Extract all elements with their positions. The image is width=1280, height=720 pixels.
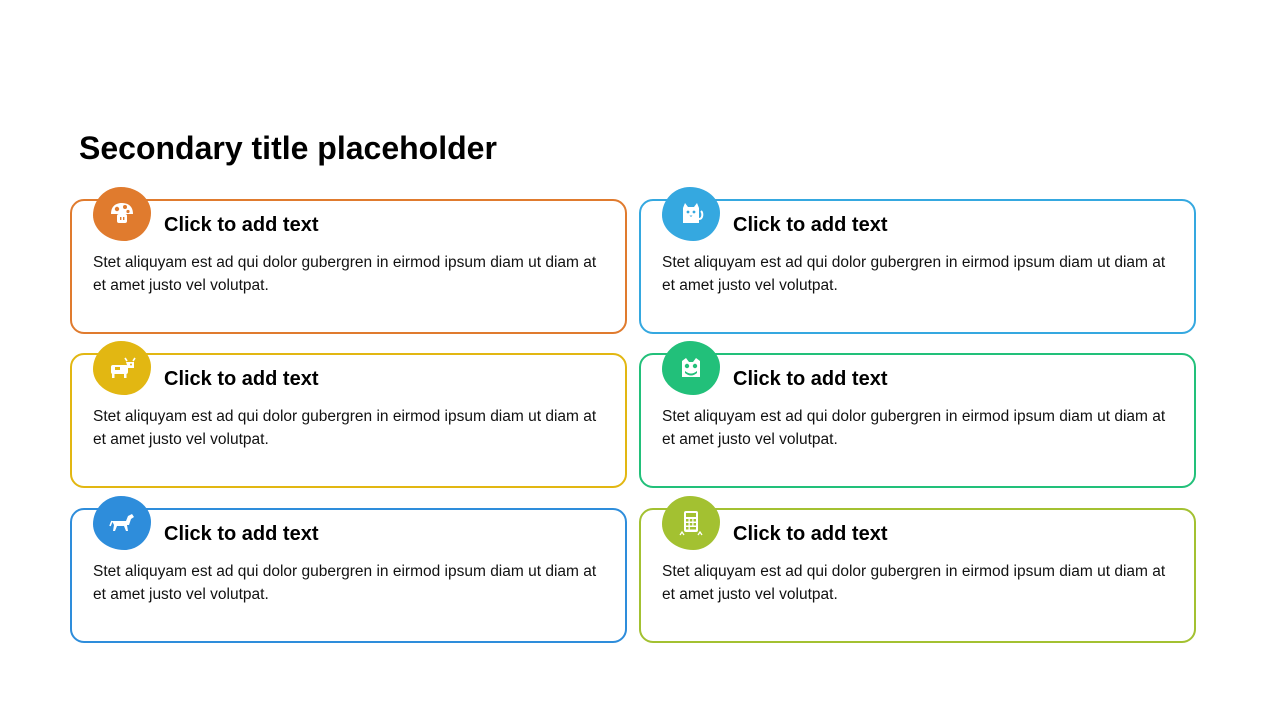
horse-icon — [93, 496, 151, 550]
card-heading[interactable]: Click to add text — [164, 214, 319, 236]
card-body-text[interactable]: Stet aliquyam est ad qui dolor gubergren in eirmod ipsum diam ut diam at et amet justo vel volutpat. — [662, 408, 1166, 448]
calculator-icon — [662, 496, 720, 550]
card-body-text[interactable]: Stet aliquyam est ad qui dolor gubergren in eirmod ipsum diam ut diam at et amet justo vel volutpat. — [93, 408, 597, 448]
cat-icon — [662, 187, 720, 241]
monster-icon — [662, 341, 720, 395]
text-card-4[interactable] — [639, 353, 1196, 488]
mushroom-icon — [93, 187, 151, 241]
text-card-1[interactable] — [70, 199, 627, 334]
text-card-5[interactable] — [70, 508, 627, 643]
card-heading[interactable]: Click to add text — [733, 523, 888, 545]
text-card-2[interactable] — [639, 199, 1196, 334]
text-card-3[interactable] — [70, 353, 627, 488]
text-card-6[interactable] — [639, 508, 1196, 643]
card-heading[interactable]: Click to add text — [733, 214, 888, 236]
card-body-text[interactable]: Stet aliquyam est ad qui dolor gubergren in eirmod ipsum diam ut diam at et amet justo vel volutpat. — [662, 563, 1166, 603]
cow-icon — [93, 341, 151, 395]
card-heading[interactable]: Click to add text — [733, 368, 888, 390]
card-heading[interactable]: Click to add text — [164, 368, 319, 390]
page-title: Secondary title placeholder — [79, 130, 497, 166]
card-body-text[interactable]: Stet aliquyam est ad qui dolor gubergren in eirmod ipsum diam ut diam at et amet justo vel volutpat. — [662, 254, 1166, 294]
card-body-text[interactable]: Stet aliquyam est ad qui dolor gubergren in eirmod ipsum diam ut diam at et amet justo vel volutpat. — [93, 254, 597, 294]
card-heading[interactable]: Click to add text — [164, 523, 319, 545]
card-body-text[interactable]: Stet aliquyam est ad qui dolor gubergren in eirmod ipsum diam ut diam at et amet justo vel volutpat. — [93, 563, 597, 603]
